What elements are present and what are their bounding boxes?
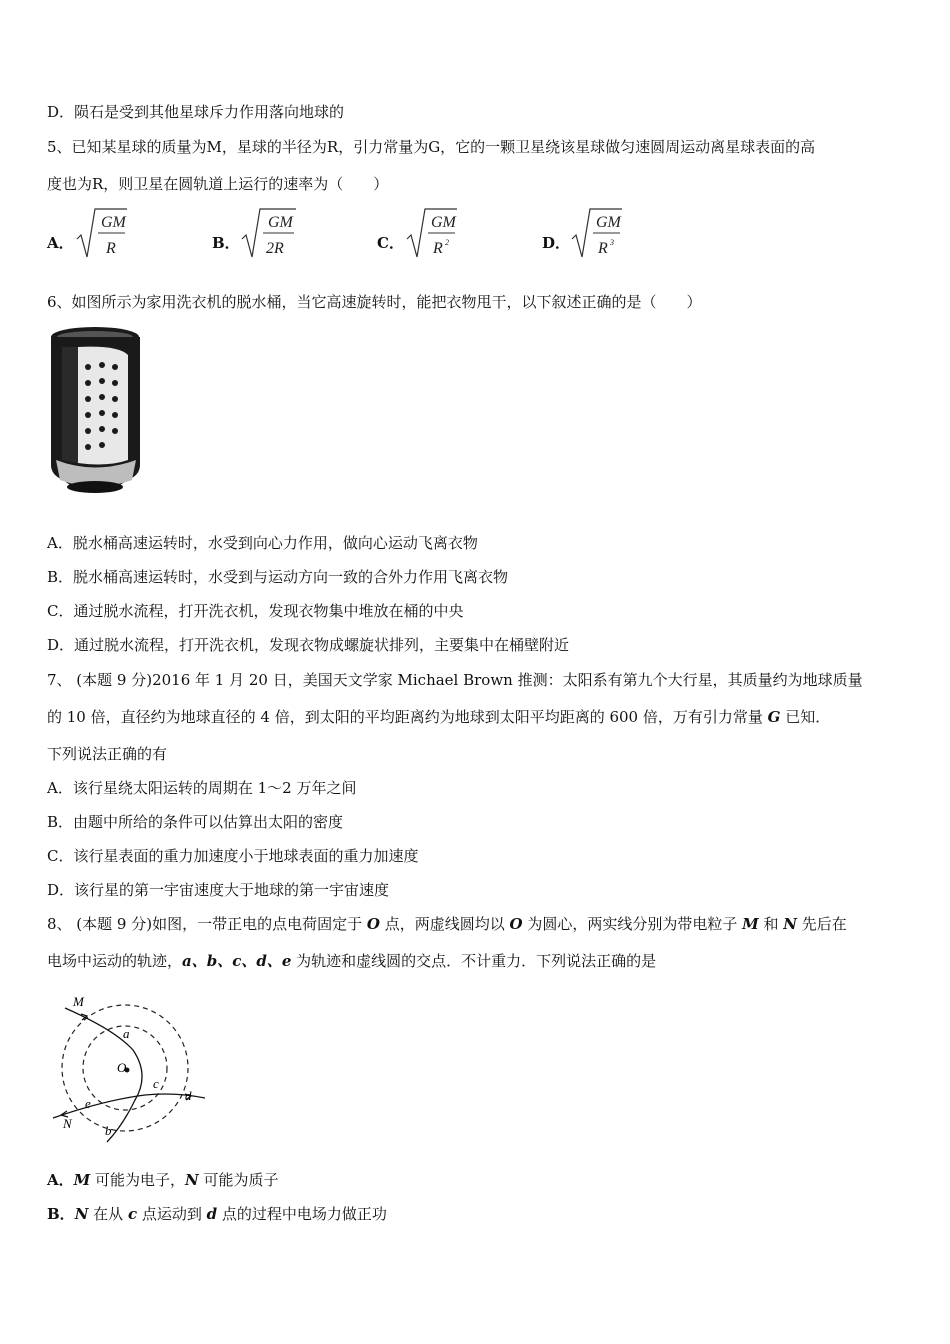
q7-option-d[interactable]: D．该行星的第一宇宙速度大于地球的第一宇宙速度 [47, 881, 390, 899]
sqrt-formula [73, 205, 163, 263]
q5-stem-line2: 度也为R，则卫星在圆轨道上运行的速率为（ ） [47, 175, 389, 193]
q5-options [47, 205, 747, 263]
q6-option-a[interactable]: A．脱水桶高速运转时，水受到向心力作用，做向心运动飞离衣物 [47, 534, 478, 552]
label-c: c [153, 1076, 159, 1091]
q8-option-a[interactable]: A．M 可能为电子，N 可能为质子 [47, 1171, 279, 1189]
option-label: D． [542, 234, 571, 252]
q8-stem-line1: 8、 (本题 9 分)如图，一带正电的点电荷固定于 O 点，两虚线圆均以 O 为圆心，两实线分别为带电粒子 M 和 N 先后在 [47, 915, 847, 933]
q6-option-d[interactable]: D．通过脱水流程，打开洗衣机，发现衣物成螺旋状排列，主要集中在桶壁附近 [47, 636, 570, 654]
q6-option-c[interactable]: C．通过脱水流程，打开洗衣机，发现衣物集中堆放在桶的中央 [47, 602, 464, 620]
fraction-exponent: 3 [610, 238, 614, 247]
q4-option-d: D．陨石是受到其他星球斥力作用落向地球的 [47, 103, 345, 121]
q6-stem: 6、如图所示为家用洗衣机的脱水桶，当它高速旋转时，能把衣物甩干，以下叙述正确的是（ ） [47, 293, 702, 311]
q7-stem-line3: 下列说法正确的有 [47, 745, 168, 763]
option-label: C． [377, 234, 404, 252]
fraction-numerator: GM [431, 214, 456, 231]
sqrt-formula [403, 205, 493, 263]
q8-stem-line2: 电场中运动的轨迹，a、b、c、d、e 为轨迹和虚线圆的交点．不计重力．下列说法正确的是 [47, 952, 657, 970]
sqrt-formula [568, 205, 658, 263]
fraction-exponent: 2 [445, 238, 449, 247]
fraction-denominator: R [106, 240, 116, 257]
fraction-numerator: GM [101, 214, 126, 231]
label-N: N [63, 1116, 72, 1131]
option-label: A． [47, 234, 74, 252]
q7-option-a[interactable]: A．该行星绕太阳运转的周期在 1～2 万年之间 [47, 779, 357, 797]
q7-stem-line2: 的 10 倍，直径约为地球直径的 4 倍，到太阳的平均距离约为地球到太阳平均距离的 600 倍，万有引力常量 G 已知． [47, 708, 831, 726]
field-trajectory-figure [45, 990, 215, 1154]
label-e: e [85, 1096, 91, 1111]
q5-stem-line1: 5、已知某星球的质量为M，星球的半径为R，引力常量为G，它的一颗卫星绕该星球做匀速圆周运动离星球表面的高 [47, 138, 816, 156]
fraction-denominator: R [598, 240, 608, 257]
fraction-numerator: GM [596, 214, 621, 231]
fraction-numerator: GM [268, 214, 293, 231]
label-O: O [117, 1060, 127, 1075]
label-b: b [105, 1123, 112, 1138]
fraction-denominator: 2R [266, 240, 284, 257]
q6-option-b[interactable]: B．脱水桶高速运转时，水受到与运动方向一致的合外力作用飞离衣物 [47, 568, 509, 586]
spin-drum-figure [48, 325, 143, 499]
q7-stem-line1: 7、 (本题 9 分)2016 年 1 月 20 日，美国天文学家 Michael Brown 推测：太阳系有第九个大行星，其质量约为地球质量 [47, 671, 863, 689]
label-d: d [185, 1088, 192, 1103]
q7-option-b[interactable]: B．由题中所给的条件可以估算出太阳的密度 [47, 813, 344, 831]
label-M: M [73, 994, 84, 1009]
option-label: B． [212, 234, 240, 252]
q8-option-b[interactable]: B．N 在从 c 点运动到 d 点的过程中电场力做正功 [47, 1205, 387, 1223]
q7-option-c[interactable]: C．该行星表面的重力加速度小于地球表面的重力加速度 [47, 847, 419, 865]
sqrt-formula [238, 205, 328, 263]
label-a: a [123, 1026, 130, 1041]
fraction-denominator: R [433, 240, 443, 257]
